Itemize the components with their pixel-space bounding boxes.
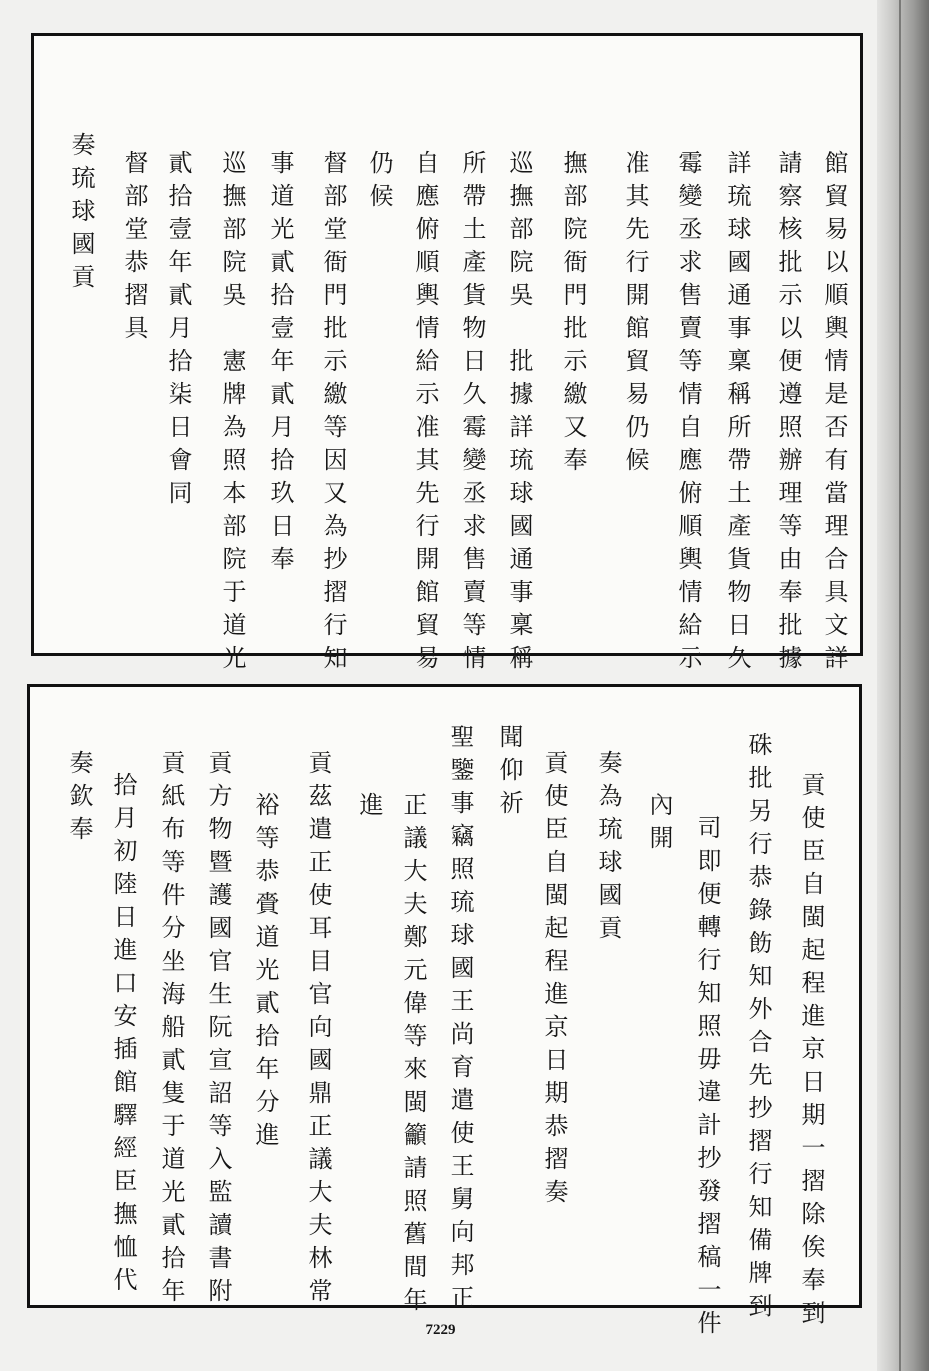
- text-column: 奏欽奉: [65, 750, 93, 849]
- text-column: 硃批另行恭錄飭知外合先抄摺行知備牌到: [744, 732, 772, 1326]
- text-column: 聞仰祈: [495, 724, 523, 823]
- text-column: 館貿易以順輿情是否有當理合具文詳: [820, 150, 848, 678]
- text-column: 貢方物暨護國官生阮宣詔等入監讀書附: [204, 750, 232, 1311]
- text-column: 奏為琉球國貢: [594, 750, 622, 948]
- text-column: 奏琉球國貢: [67, 132, 95, 297]
- text-column: 自應俯順輿情給示准其先行開館貿易: [411, 150, 439, 678]
- text-column: 督部堂恭摺具: [120, 150, 148, 348]
- text-column: 裕等恭賫道光貳拾年分進: [251, 792, 279, 1155]
- text-column: 撫部院衙門批示繳又奉: [559, 150, 587, 480]
- text-column: 所帶土產貨物日久霉變丞求售賣等情: [458, 150, 486, 678]
- text-column: 內開: [645, 792, 673, 858]
- text-column: 仍候: [365, 150, 393, 216]
- text-column: 貢使臣自閩起程進京日期一摺除俟奉到: [797, 772, 825, 1333]
- text-column: 巡撫部院吳 批據詳琉球國通事稟稱: [505, 150, 533, 678]
- text-column: 貳拾壹年貳月拾柒日會同: [164, 150, 192, 513]
- text-column: 拾月初陸日進口安插館驛經臣撫恤代: [109, 772, 137, 1300]
- text-column: 霉變丞求售賣等情自應俯順輿情給示: [674, 150, 702, 678]
- text-column: 司即便轉行知照毋違計抄發摺稿一件: [693, 815, 721, 1343]
- text-column: 正議大夫鄭元偉等來閩籲請照舊間年: [399, 792, 427, 1320]
- binding-line: [899, 0, 901, 1371]
- text-column: 貢紙布等件分坐海船貳隻于道光貳拾年: [157, 750, 185, 1311]
- document-panel-top: [31, 33, 863, 678]
- page-binding-edge: [877, 0, 929, 1371]
- page-number: 7229: [425, 1322, 456, 1338]
- text-column: 貢使臣自閩起程進京日期恭摺奏: [540, 750, 568, 1212]
- text-column: 請察核批示以便遵照辦理等由奉批據: [774, 150, 802, 678]
- text-column: 事道光貳拾壹年貳月拾玖日奉: [266, 150, 294, 579]
- text-column: 巡撫部院吳 憲牌為照本部院于道光: [218, 150, 246, 678]
- text-column: 准其先行開館貿易仍候: [621, 150, 649, 480]
- text-column: 聖鑒事竊照琉球國王尚育遣使王舅向邦正: [446, 724, 474, 1318]
- text-column: 進: [355, 792, 383, 825]
- text-column: 詳琉球國通事稟稱所帶土產貨物日久: [723, 150, 751, 678]
- text-column: 貢茲遣正使耳目官向國鼎正議大夫林常: [304, 750, 332, 1311]
- text-column: 督部堂衙門批示繳等因又為抄摺行知: [319, 150, 347, 678]
